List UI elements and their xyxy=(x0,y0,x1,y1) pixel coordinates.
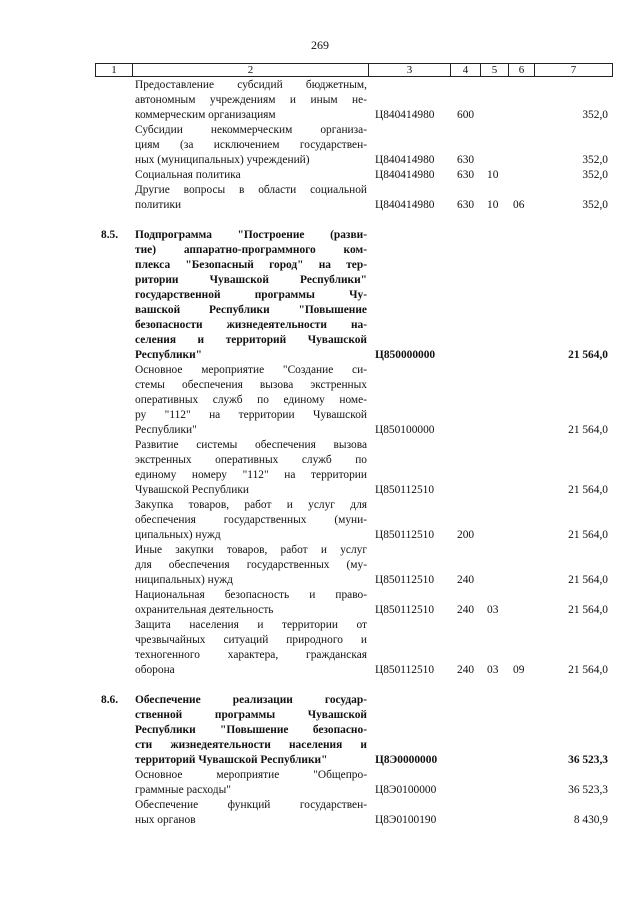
row-name-line: циям (за исключением государствен- xyxy=(135,139,367,151)
header-col-3: 3 xyxy=(369,63,451,77)
header-col-7: 7 xyxy=(535,63,613,77)
table-body xyxy=(95,78,613,828)
row-name-line: Национальная безопасность и право- xyxy=(135,589,367,601)
row-name xyxy=(133,363,369,438)
row-expense-type: 600 xyxy=(457,109,475,121)
row-name-line: стемы обеспечения вызова экстренных xyxy=(135,379,367,391)
row-name-line: граммные расходы" xyxy=(135,784,231,796)
table-row xyxy=(95,183,613,213)
row-amount: 36 523,3 xyxy=(568,754,608,766)
row-code: Ц850112510 xyxy=(375,604,435,616)
table-row xyxy=(95,768,613,798)
row-name xyxy=(133,798,369,828)
row-name xyxy=(133,183,369,213)
row-subsection: 06 xyxy=(513,199,525,211)
row-code: Ц850112510 xyxy=(375,529,435,541)
header-col-1: 1 xyxy=(95,63,133,77)
row-name xyxy=(133,768,369,798)
row-name-line: ципальных) нужд xyxy=(135,529,221,541)
row-name-line: ных органов xyxy=(135,814,196,826)
row-amount: 352,0 xyxy=(582,169,608,181)
row-number: 8.5. xyxy=(101,229,119,241)
row-name-line: Республики "Повышение безопасно- xyxy=(135,724,367,736)
row-name-line: Развитие системы обеспечения вызова xyxy=(135,439,367,451)
row-name-line: ритории Чувашской Республики" xyxy=(135,274,367,286)
row-amount: 36 523,3 xyxy=(568,784,608,796)
row-name xyxy=(133,123,369,168)
row-name-line: для обеспечения государственных (му- xyxy=(135,559,367,571)
row-name xyxy=(133,498,369,543)
table-row xyxy=(95,618,613,678)
row-name-line: Субсидии некоммерческим организа- xyxy=(135,124,367,136)
row-name-line: коммерческим организациям xyxy=(135,109,276,121)
row-name-line: политики xyxy=(135,199,182,211)
row-name-line: вашской Республики "Повышение xyxy=(135,304,367,316)
table-row xyxy=(95,123,613,168)
row-name-line: охранительная деятельность xyxy=(135,604,274,616)
row-name-line: Чувашской Республики xyxy=(135,484,249,496)
row-expense-type: 630 xyxy=(457,199,475,211)
table-row xyxy=(95,693,613,768)
row-name-line: Закупка товаров, работ и услуг для xyxy=(135,499,367,511)
row-code: Ц840414980 xyxy=(375,154,435,166)
row-name xyxy=(133,438,369,498)
row-expense-type: 240 xyxy=(457,604,475,616)
row-code: Ц8Э0100000 xyxy=(375,784,437,796)
row-amount: 352,0 xyxy=(582,199,608,211)
row-name-line: Другие вопросы в области социальной xyxy=(135,184,367,196)
row-code: Ц840414980 xyxy=(375,109,435,121)
header-col-2: 2 xyxy=(133,63,369,77)
row-name-line: автономным учреждениям и иным не- xyxy=(135,94,367,106)
row-name-line: экстренных оперативных служб по xyxy=(135,454,367,466)
row-name-line: ственной программы Чувашской xyxy=(135,709,367,721)
row-name-line: Социальная политика xyxy=(135,169,241,181)
row-name-line: сти жизнедеятельности населения и xyxy=(135,739,367,751)
row-name-line: Республики" xyxy=(135,349,202,361)
row-name-line: чрезвычайных ситуаций природного и xyxy=(135,634,367,646)
row-name xyxy=(133,78,369,123)
table-row xyxy=(95,228,613,363)
row-name-line: ниципальных) нужд xyxy=(135,574,233,586)
row-code: Ц850112510 xyxy=(375,484,435,496)
row-name-line: территорий Чувашской Республики" xyxy=(135,754,328,766)
row-section: 10 xyxy=(487,199,499,211)
row-amount: 21 564,0 xyxy=(568,484,608,496)
row-name-line: Защита населения и территории от xyxy=(135,619,367,631)
row-name-line: плекса "Безопасный город" на тер- xyxy=(135,259,367,271)
row-name-line: обеспечения государственных (муни- xyxy=(135,514,367,526)
row-name xyxy=(133,618,369,678)
row-amount: 21 564,0 xyxy=(568,664,608,676)
row-code: Ц840414980 xyxy=(375,169,435,181)
row-name-line: государственной программы Чу- xyxy=(135,289,367,301)
row-code: Ц850112510 xyxy=(375,664,435,676)
row-name xyxy=(133,693,369,768)
row-section: 10 xyxy=(487,169,499,181)
row-name-line: Подпрограмма "Построение (разви- xyxy=(135,229,367,241)
row-name-line: ру "112" на территории Чувашской xyxy=(135,409,367,421)
header-col-5: 5 xyxy=(481,63,509,77)
header-col-4: 4 xyxy=(451,63,481,77)
row-name-line: Иные закупки товаров, работ и услуг xyxy=(135,544,367,556)
row-name-line: Республики" xyxy=(135,424,197,436)
row-subsection: 09 xyxy=(513,664,525,676)
table-row xyxy=(95,498,613,543)
row-code: Ц850112510 xyxy=(375,574,435,586)
row-name-line: Основное мероприятие "Общепро- xyxy=(135,769,367,781)
row-name xyxy=(133,228,369,363)
row-expense-type: 630 xyxy=(457,169,475,181)
row-section: 03 xyxy=(487,664,499,676)
row-name xyxy=(133,168,369,183)
row-name xyxy=(133,543,369,588)
row-amount: 21 564,0 xyxy=(568,424,608,436)
row-name-line: Обеспечение реализации государ- xyxy=(135,694,367,706)
row-name-line: селения и территорий Чувашской xyxy=(135,334,367,346)
row-expense-type: 240 xyxy=(457,574,475,586)
table-row xyxy=(95,78,613,123)
row-amount: 8 430,9 xyxy=(573,814,608,826)
row-name-line: оборона xyxy=(135,664,175,676)
row-expense-type: 240 xyxy=(457,664,475,676)
row-number: 8.6. xyxy=(101,694,119,706)
row-amount: 21 564,0 xyxy=(568,604,608,616)
table-row xyxy=(95,798,613,828)
row-name-line: единому номеру "112" на территории xyxy=(135,469,367,481)
table-row xyxy=(95,438,613,498)
row-code: Ц8Э0100190 xyxy=(375,814,437,826)
row-name-line: безопасности жизнедеятельности на- xyxy=(135,319,367,331)
table-row xyxy=(95,363,613,438)
row-name-line: Основное мероприятие "Создание си- xyxy=(135,364,367,376)
row-name-line: тие) аппаратно-программного ком- xyxy=(135,244,367,256)
row-code: Ц850000000 xyxy=(375,349,436,361)
row-name-line: Предоставление субсидий бюджетным, xyxy=(135,79,367,91)
row-amount: 21 564,0 xyxy=(568,574,608,586)
table-row xyxy=(95,168,613,183)
row-amount: 352,0 xyxy=(582,109,608,121)
row-section: 03 xyxy=(487,604,499,616)
row-code: Ц840414980 xyxy=(375,199,435,211)
row-name-line: техногенного характера, гражданская xyxy=(135,649,367,661)
table-header xyxy=(95,63,613,77)
row-amount: 21 564,0 xyxy=(568,349,608,361)
row-name-line: ных (муниципальных) учреждений) xyxy=(135,154,310,166)
row-name-line: Обеспечение функций государствен- xyxy=(135,799,367,811)
row-code: Ц850100000 xyxy=(375,424,435,436)
table-row xyxy=(95,543,613,588)
table-row xyxy=(95,588,613,618)
row-name xyxy=(133,588,369,618)
header-col-6: 6 xyxy=(509,63,535,77)
row-name-line: оперативных служб по единому номе- xyxy=(135,394,367,406)
page-number: 269 xyxy=(311,38,329,52)
row-expense-type: 200 xyxy=(457,529,475,541)
row-amount: 352,0 xyxy=(582,154,608,166)
row-code: Ц8Э0000000 xyxy=(375,754,438,766)
row-expense-type: 630 xyxy=(457,154,475,166)
row-amount: 21 564,0 xyxy=(568,529,608,541)
